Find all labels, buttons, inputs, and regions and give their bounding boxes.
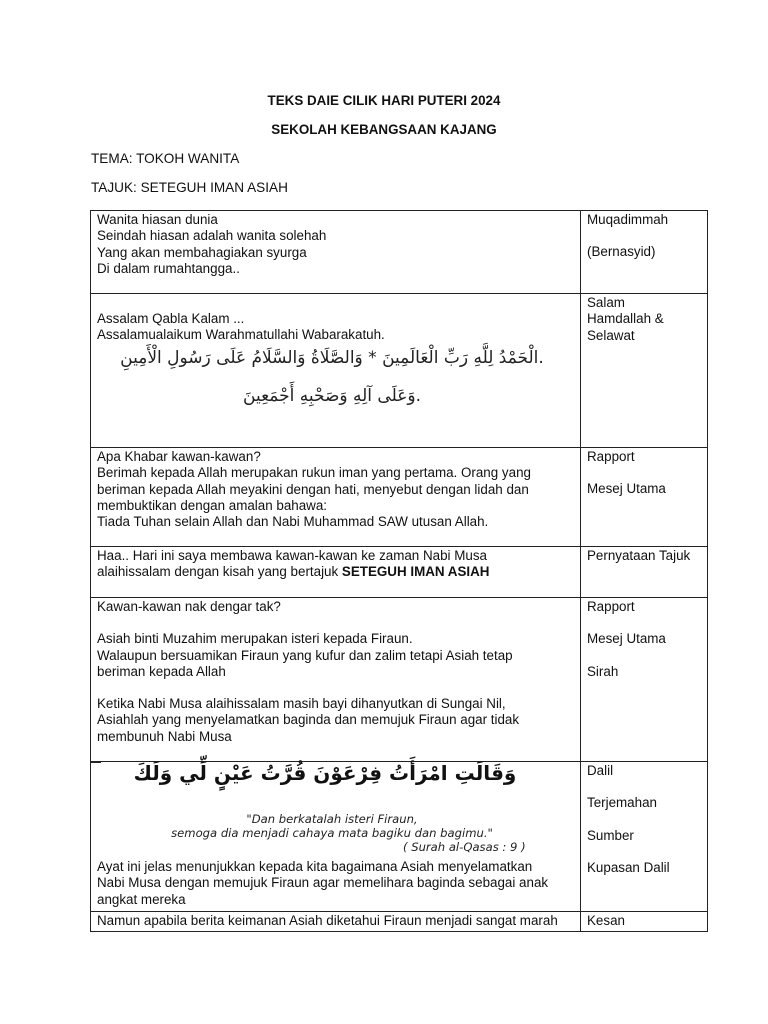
section-label: Muqadimmah: [587, 212, 669, 227]
text-line: Tiada Tuhan selain Allah dan Nabi Muhammad SAW utusan Allah.: [97, 514, 489, 530]
text-line: Assalam Qabla Kalam ...: [97, 311, 245, 326]
text-line: Kawan-kawan nak dengar tak?: [97, 599, 281, 614]
section-label: Hamdallah &: [587, 311, 664, 327]
text-line: beriman kepada Allah: [97, 663, 226, 679]
topic-line: TAJUK: SETEGUH IMAN ASIAH: [91, 180, 288, 195]
section-label: Salam: [587, 295, 625, 310]
section-label: Sirah: [587, 663, 619, 679]
quran-verse-image: [97, 763, 574, 859]
section-label: Kesan: [587, 913, 625, 928]
text-line: Ayat ini jelas menunjukkan kepada kita bagaimana Asiah menyelamatkan: [97, 859, 533, 874]
section-label: Terjemahan: [587, 795, 657, 811]
topic-title-bold: SETEGUH IMAN ASIAH: [341, 564, 490, 580]
row-label: [581, 448, 708, 547]
row-label: [581, 294, 708, 448]
document-title: TEKS DAIE CILIK HARI PUTERI 2024: [267, 93, 501, 108]
table-row: [91, 547, 708, 598]
section-label: Pernyataan Tajuk: [587, 548, 691, 563]
text-line: Berimah kepada Allah merupakan rukun iman yang pertama. Orang yang: [97, 465, 531, 481]
section-label: Rapport: [587, 449, 635, 464]
verse-translation: "Dan berkatalah isteri Firaun,: [246, 812, 418, 826]
row-text: [91, 448, 581, 547]
verse-translation: semoga dia menjadi cahaya mata bagiku dan bagimu.": [171, 826, 493, 840]
text-line: beriman kepada Allah meyakini dengan hati, menyebut dengan lidah dan: [97, 481, 529, 497]
arabic-hamdallah-image: [97, 344, 574, 436]
row-text: [91, 294, 581, 448]
theme-line: TEMA: TOKOH WANITA: [91, 151, 240, 166]
text-line: Asiah binti Muzahim merupakan isteri kepada Firaun.: [97, 631, 413, 647]
text-line: Assalamualaikum Warahmatullahi Wabarakatuh.: [97, 327, 385, 343]
row-text: [91, 598, 581, 762]
table-row: [91, 294, 708, 448]
verse-source: ( Surah al-Qasas : 9 ): [403, 840, 526, 854]
section-label: Dalil: [587, 763, 614, 778]
row-label: [581, 211, 708, 294]
section-label: (Bernasyid): [587, 244, 656, 260]
school-name: SEKOLAH KEBANGSAAN KAJANG: [271, 122, 497, 137]
row-label: [581, 762, 708, 912]
text-line: Di dalam rumahtangga..: [97, 260, 240, 276]
text-line: Nabi Musa dengan memujuk Firaun agar memelihara baginda sebagai anak: [97, 875, 549, 891]
section-label: Mesej Utama: [587, 481, 666, 497]
table-row: [91, 912, 708, 932]
table-row: [91, 211, 708, 294]
arabic-verse: وَقَالَتِ امْرَأَتُ فِرْعَوْنَ قُرَّتُ عَيْنٍ لِّي وَلَكَ: [133, 761, 517, 785]
text-line: Apa Khabar kawan-kawan?: [97, 449, 261, 464]
row-text: [91, 211, 581, 294]
text-line: Namun apabila berita keimanan Asiah diketahui Firaun menjadi sangat marah: [97, 913, 558, 928]
section-label: Mesej Utama: [587, 631, 666, 647]
text-line: Haa.. Hari ini saya membawa kawan-kawan ke zaman Nabi Musa: [97, 548, 487, 563]
text-line: membunuh Nabi Musa: [97, 728, 232, 744]
text-line: [97, 564, 574, 580]
row-text: [91, 547, 581, 598]
table-row: [91, 598, 708, 762]
text-fragment: alaihissalam dengan kisah yang bertajuk: [97, 564, 342, 580]
script-table: [90, 210, 708, 932]
text-line: Ketika Nabi Musa alaihissalam masih bayi dihanyutkan di Sungai Nil,: [97, 696, 506, 712]
row-label: [581, 598, 708, 762]
section-label: Selawat: [587, 327, 635, 343]
text-line: membuktikan dengan amalan bahawa:: [97, 497, 328, 513]
text-line: Yang akan membahagiakan syurga: [97, 244, 307, 260]
row-label: [581, 547, 708, 598]
section-label: Kupasan Dalil: [587, 859, 670, 875]
table-row: [91, 448, 708, 547]
section-label: Rapport: [587, 599, 635, 614]
row-text: [91, 762, 581, 912]
text-line: Seindah hiasan adalah wanita solehah: [97, 228, 327, 244]
text-line: Wanita hiasan dunia: [97, 212, 218, 227]
text-line: Walaupun bersuamikan Firaun yang kufur dan zalim tetapi Asiah tetap: [97, 647, 513, 663]
row-label: [581, 912, 708, 932]
table-row: [91, 762, 708, 912]
section-label: Sumber: [587, 827, 634, 843]
arabic-line: .وَعَلَى آلِهِ وَصَحْبِهِ أَجْمَعِينَ: [243, 385, 421, 406]
row-text: [91, 912, 581, 932]
text-line: angkat mereka: [97, 891, 186, 907]
arabic-line: .الْحَمْدُ لِلَّهِ رَبِّ الْعَالَمِينَ * وَالصَّلَاةُ وَالسَّلَامُ عَلَى رَسُولِ الْأَمِينِ: [120, 347, 544, 368]
text-line: Asiahlah yang menyelamatkan baginda dan memujuk Firaun agar tidak: [97, 712, 520, 728]
